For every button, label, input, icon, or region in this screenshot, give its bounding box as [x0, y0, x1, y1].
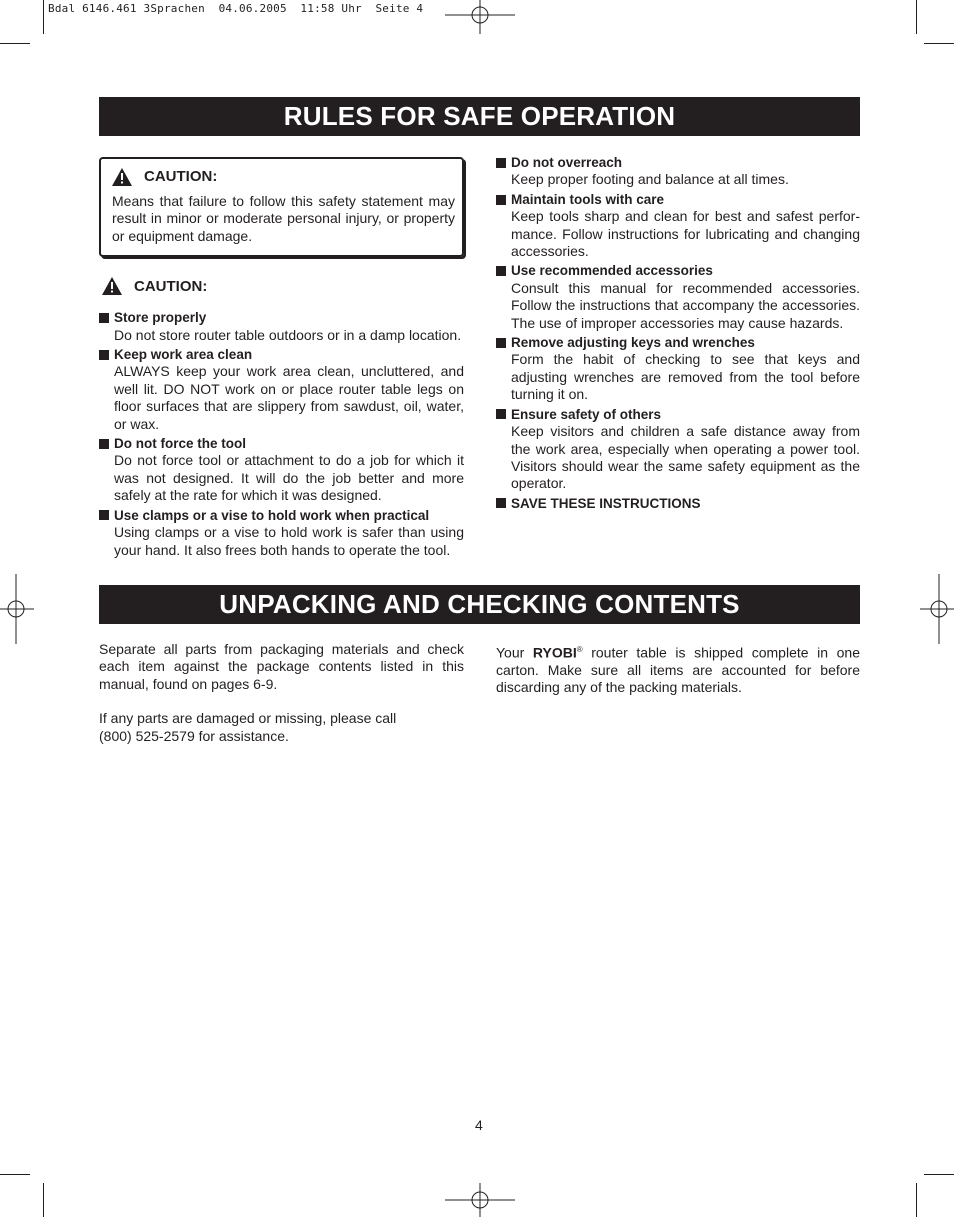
safety-item	[496, 495, 860, 512]
safety-item	[496, 262, 860, 332]
shipment-paragraph: Your RYOBI® router table is shipped complete in one carton. Make sure all items are accounted for before discarding any of the packing materials.	[496, 644, 860, 696]
safety-item	[99, 346, 464, 433]
registration-mark-icon	[0, 574, 34, 644]
crop-mark	[0, 43, 30, 44]
caution-definition-text: Means that failure to follow this safety statement may result in minor or moderate personal injury, or property or equipment damage.	[112, 193, 455, 244]
square-bullet-icon	[99, 350, 109, 360]
safety-item	[496, 191, 860, 261]
safety-item-title: Store properly	[114, 310, 207, 326]
square-bullet-icon	[99, 313, 109, 323]
section-title-banner	[99, 97, 860, 136]
safety-item-title: Remove adjusting keys and wrenches	[511, 335, 755, 351]
safety-item-body: ALWAYS keep your work area clean, uncluttered, and well lit. DO NOT work on or place router table legs on floor surfaces that are slippery from sawdust, oil, water, or wax.	[114, 363, 464, 432]
crop-mark	[924, 1174, 954, 1175]
safety-item-body: Keep proper footing and balance at all times.	[511, 171, 789, 188]
caution-definition-box	[99, 157, 464, 257]
crop-mark	[43, 0, 44, 34]
square-bullet-icon	[496, 195, 506, 205]
safety-item-body: Do not force tool or attachment to do a job for which it was not designed. It will do the job better and more safely at the rate for which it was designed.	[114, 452, 464, 504]
crop-mark	[0, 1174, 30, 1175]
safety-item	[496, 406, 860, 493]
square-bullet-icon	[496, 498, 506, 508]
warning-triangle-icon	[112, 168, 132, 186]
page-number: 4	[475, 1117, 483, 1133]
registered-mark: ®	[576, 645, 583, 654]
print-job-header: Bdal 6146.461 3Sprachen 04.06.2005 11:58 Uhr Seite 4	[48, 2, 424, 15]
safety-item-title: Use clamps or a vise to hold work when practical	[114, 507, 430, 523]
safety-item-body: Consult this manual for recommended accessories. Follow the instructions that accompany the accessories. The use of improper accessories may cause hazards.	[511, 279, 860, 331]
square-bullet-icon	[99, 510, 109, 520]
unpacking-right-column	[496, 641, 860, 697]
left-column	[99, 157, 464, 560]
square-bullet-icon	[99, 439, 109, 449]
safety-item-body: Keep visitors and children a safe distance away from the work area, especially when operating a power tool. Visitors should wear the same safety equipment as the operator.	[511, 423, 860, 492]
unpacking-left-column	[99, 641, 464, 745]
safety-item-title: Maintain tools with care	[511, 191, 665, 207]
safety-item-title: Do not force the tool	[114, 436, 246, 452]
safety-item	[99, 507, 464, 559]
registration-mark-icon	[445, 0, 515, 34]
registration-mark-icon	[920, 574, 954, 644]
crop-mark	[916, 1183, 917, 1217]
registration-mark-icon	[445, 1183, 515, 1217]
square-bullet-icon	[496, 409, 506, 419]
safety-item-title: SAVE THESE INSTRUCTIONS	[511, 495, 701, 511]
safety-item-title: Ensure safety of others	[511, 406, 662, 422]
section-title: RULES FOR SAFE OPERATION	[283, 101, 676, 131]
crop-mark	[924, 43, 954, 44]
support-phone: (800) 525-2579 for assistance.	[99, 727, 289, 744]
safety-item	[496, 154, 860, 189]
square-bullet-icon	[496, 266, 506, 276]
safety-item-title: Do not overreach	[511, 155, 623, 170]
safety-item-body: Keep tools sharp and clean for best and safest perfor-mance. Follow instructions for lubricating and changing accessories.	[511, 208, 860, 260]
brand-name: RYOBI	[532, 644, 577, 661]
crop-mark	[916, 0, 917, 34]
section-title-banner	[99, 585, 860, 624]
caution-heading: CAUTION:	[99, 277, 464, 295]
missing-parts-paragraph: If any parts are damaged or missing, please call (800) 525-2579 for assistance.	[99, 710, 397, 744]
safety-item	[99, 435, 464, 505]
square-bullet-icon	[496, 158, 506, 168]
safety-item-body: Do not store router table outdoors or in a damp location.	[114, 326, 462, 343]
section-title: UNPACKING AND CHECKING CONTENTS	[219, 589, 740, 619]
crop-mark	[43, 1183, 44, 1217]
safety-item-title: Use recommended accessories	[511, 263, 713, 279]
safety-item-title: Keep work area clean	[114, 347, 253, 363]
right-column	[496, 152, 860, 512]
caution-box-heading: CAUTION:	[112, 168, 455, 186]
square-bullet-icon	[496, 338, 506, 348]
safety-item	[496, 334, 860, 404]
safety-item-body: Using clamps or a vise to hold work is safer than using your hand. It also frees both hands to operate the tool.	[114, 524, 464, 558]
safety-item	[99, 309, 464, 344]
warning-triangle-icon	[102, 277, 122, 295]
safety-item-body: Form the habit of checking to see that keys and adjusting wrenches are removed from the tool before turning it on.	[511, 351, 860, 403]
unpacking-paragraph: Separate all parts from packaging materials and check each item against the package contents listed in this manual, found on pages 6-9.	[99, 641, 464, 692]
